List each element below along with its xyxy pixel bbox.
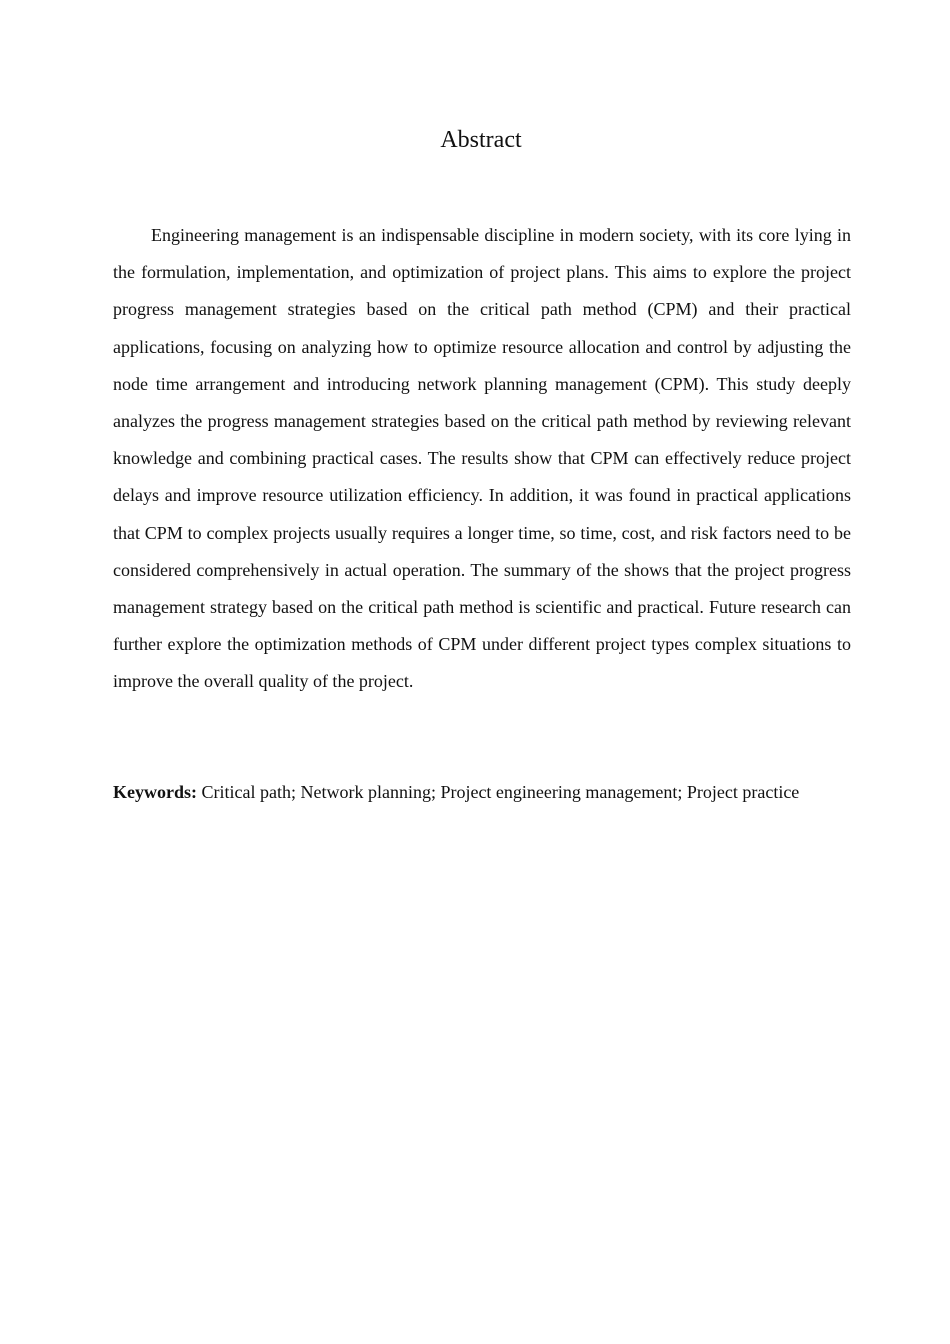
keywords-label: Keywords:: [113, 782, 197, 802]
keywords-text: Critical path; Network planning; Project engineering management; Project practice: [197, 782, 800, 802]
keywords-line: [113, 774, 873, 811]
abstract-paragraph: Engineering management is an indispensable discipline in modern society, with its core lying in the formulation, implementation, and optimization of project plans. This aims to explore the project progress management strategies based on the critical path method (CPM) and their practical applications, focusing on analyzing how to optimize resource allocation and control by adjusting the node time arrangement and introducing network planning management (CPM). This study deeply analyzes the progress management strategies based on the critical path method by reviewing relevant knowledge and combining practical cases. The results show that CPM can effectively reduce project delays and improve resource utilization efficiency. In addition, it was found in practical applications that CPM to complex projects usually requires a longer time, so time, cost, and risk factors need to be considered comprehensively in actual operation. The summary of the shows that the project progress management strategy based on the critical path method is scientific and practical. Future research can further explore the optimization methods of CPM under different project types complex situations to improve the overall quality of the project.: [113, 225, 851, 692]
page-title: Abstract: [440, 127, 522, 153]
